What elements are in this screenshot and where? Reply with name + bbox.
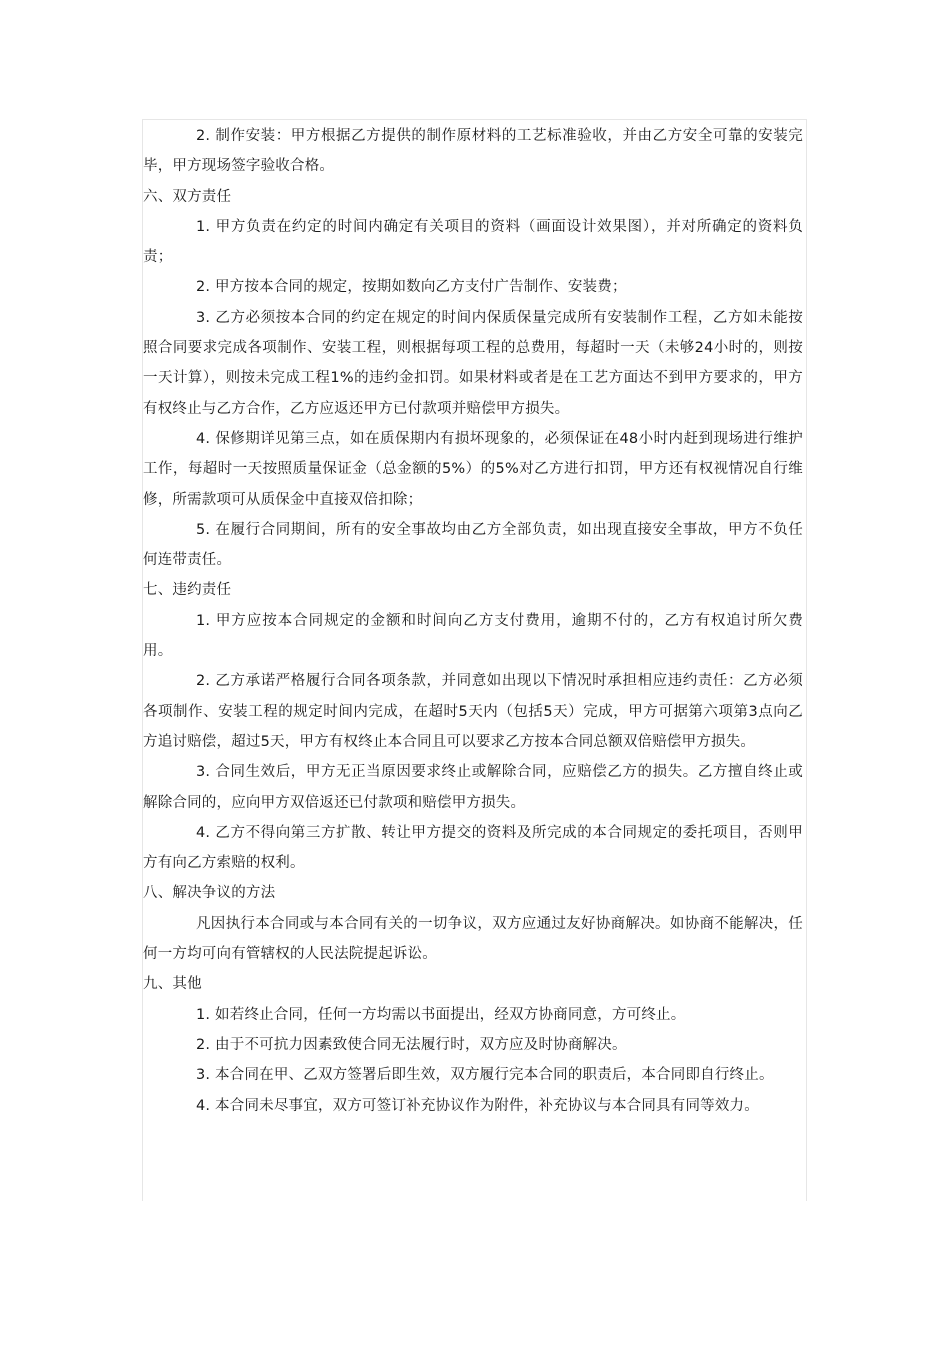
clause-resp-2: 2. 甲方按本合同的规定，按期如数向乙方支付广告制作、安装费； [196, 279, 627, 296]
clause-breach-4: 4. 乙方不得向第三方扩散、转让甲方提交的资料及所完成的本合同规定的委托项目，否则甲方有向乙方索赔的权利。 [143, 824, 803, 872]
clause-other-1: 1. 如若终止合同，任何一方均需以书面提出，经双方协商同意，方可终止。 [196, 1006, 686, 1023]
section-heading-other: 九、其他 [143, 976, 202, 993]
clause-installation: 2. 制作安装：甲方根据乙方提供的制作原材料的工艺标准验收，并由乙方安全可靠的安装完毕，甲方现场签字验收合格。 [143, 128, 803, 175]
document-body [143, 121, 803, 1121]
clause-other-2: 2. 由于不可抗力因素致使合同无法履行时，双方应及时协商解决。 [196, 1036, 627, 1053]
section-heading-breach: 七、违约责任 [143, 582, 232, 599]
clause-resp-3: 3. 乙方必须按本合同的约定在规定的时间内保质保量完成所有安装制作工程，乙方如未能按照合同要求完成各项制作、安装工程，则根据每项工程的总费用，每超时一天（未够24小时的，则按一天计算），则按未完成工程1%的违约金扣罚。如果材料或者是在工艺方面达不到甲方要求的，甲方有权终止与乙方合作，乙方应返还甲方已付款项并赔偿甲方损失。 [143, 309, 803, 417]
clause-other-3: 3. 本合同在甲、乙双方签署后即生效，双方履行完本合同的职责后，本合同即自行终止。 [196, 1067, 774, 1084]
clause-resp-1: 1. 甲方负责在约定的时间内确定有关项目的资料（画面设计效果图），并对所确定的资料负责； [143, 218, 803, 266]
clause-breach-2: 2. 乙方承诺严格履行合同各项条款，并同意如出现以下情况时承担相应违约责任：乙方必须各项制作、安装工程的规定时间内完成，在超时5天内（包括5天）完成，甲方可据第六项第3点向乙方追讨赔偿，超过5天，甲方有权终止本合同且可以要求乙方按本合同总额双倍赔偿甲方损失。 [143, 673, 803, 750]
clause-breach-3: 3. 合同生效后，甲方无正当原因要求终止或解除合同，应赔偿乙方的损失。乙方擅自终止或解除合同的，应向甲方双倍返还已付款项和赔偿甲方损失。 [143, 764, 803, 811]
clause-breach-1: 1. 甲方应按本合同规定的金额和时间向乙方支付费用，逾期不付的，乙方有权追讨所欠费用。 [143, 612, 803, 660]
clause-resp-5: 5. 在履行合同期间，所有的安全事故均由乙方全部负责，如出现直接安全事故，甲方不负任何连带责任。 [143, 521, 803, 569]
clause-other-4: 4. 本合同未尽事宜，双方可签订补充协议作为附件，补充协议与本合同具有同等效力。 [196, 1097, 759, 1114]
section-heading-disputes: 八、解决争议的方法 [143, 885, 276, 902]
clause-disputes: 凡因执行本合同或与本合同有关的一切争议，双方应通过友好协商解决。如协商不能解决，任何一方均可向有管辖权的人民法院提起诉讼。 [143, 915, 803, 963]
clause-resp-4: 4. 保修期详见第三点，如在质保期内有损坏现象的，必须保证在48小时内赶到现场进行维护工作，每超时一天按照质量保证金（总金额的5%）的5%对乙方进行扣罚，甲方还有权视情况自行维修，所需款项可从质保金中直接双倍扣除； [143, 430, 803, 508]
section-heading-responsibilities: 六、双方责任 [143, 188, 232, 205]
